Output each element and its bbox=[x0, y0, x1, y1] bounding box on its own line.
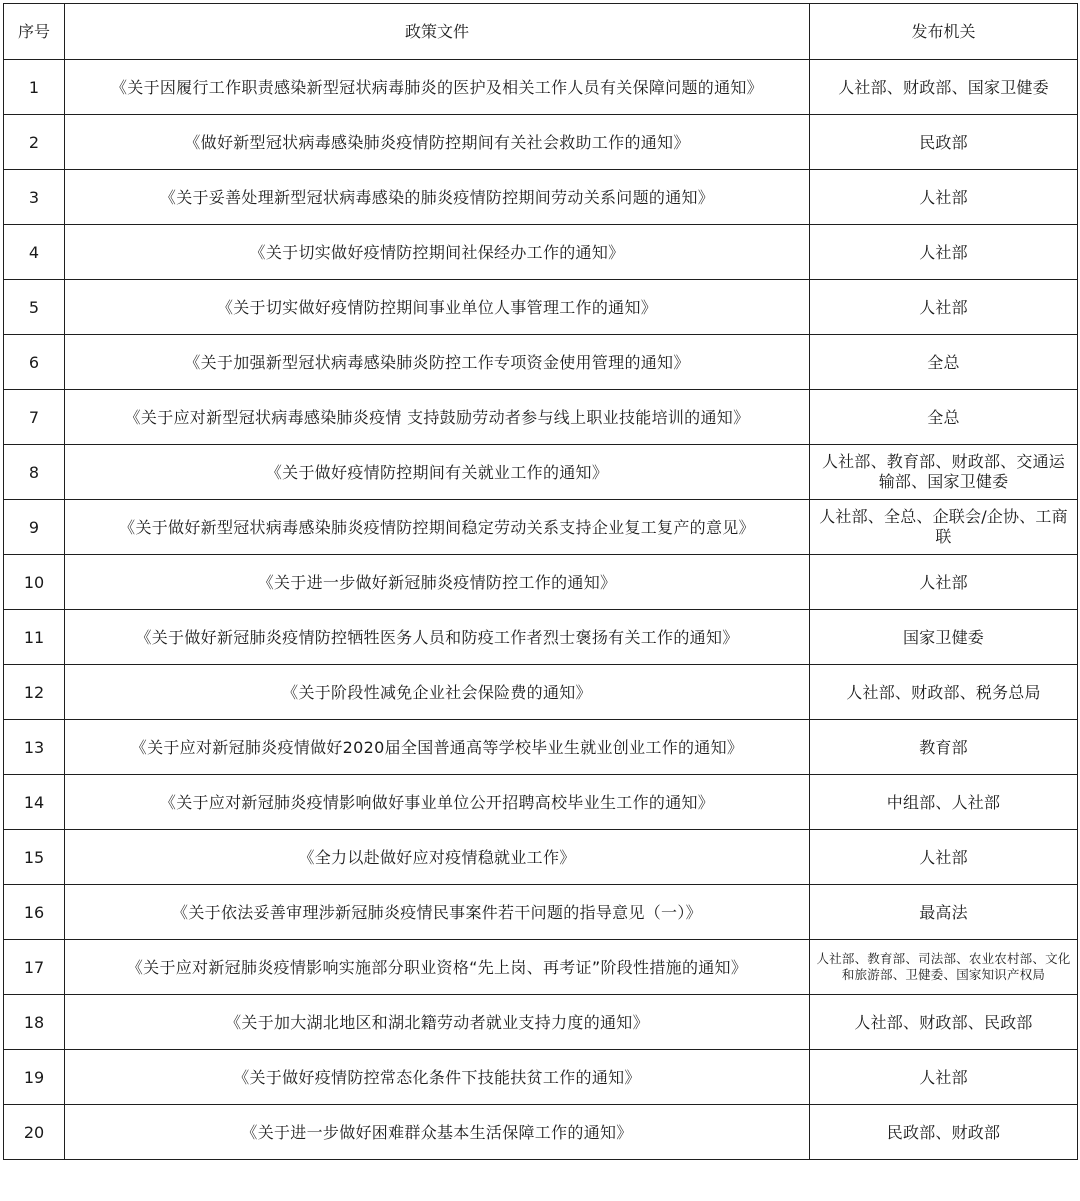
row-document: 《关于做好疫情防控常态化条件下技能扶贫工作的通知》 bbox=[65, 1050, 810, 1105]
row-document: 《关于应对新冠肺炎疫情影响实施部分职业资格“先上岗、再考证”阶段性措施的通知》 bbox=[65, 940, 810, 995]
row-number: 5 bbox=[4, 280, 65, 335]
row-publisher: 人社部 bbox=[810, 225, 1078, 280]
row-document: 《关于做好新型冠状病毒感染肺炎疫情防控期间稳定劳动关系支持企业复工复产的意见》 bbox=[65, 500, 810, 555]
row-publisher: 人社部 bbox=[810, 280, 1078, 335]
row-number: 10 bbox=[4, 555, 65, 610]
table-row bbox=[4, 775, 1078, 830]
row-publisher: 全总 bbox=[810, 335, 1078, 390]
table-row bbox=[4, 225, 1078, 280]
row-number: 20 bbox=[4, 1105, 65, 1160]
row-number: 2 bbox=[4, 115, 65, 170]
row-number: 12 bbox=[4, 665, 65, 720]
row-number: 11 bbox=[4, 610, 65, 665]
row-number: 18 bbox=[4, 995, 65, 1050]
row-document: 《关于应对新冠肺炎疫情影响做好事业单位公开招聘高校毕业生工作的通知》 bbox=[65, 775, 810, 830]
table-row bbox=[4, 115, 1078, 170]
table-row bbox=[4, 830, 1078, 885]
table-row bbox=[4, 1105, 1078, 1160]
table-row bbox=[4, 390, 1078, 445]
row-document: 《关于进一步做好困难群众基本生活保障工作的通知》 bbox=[65, 1105, 810, 1160]
row-publisher: 人社部 bbox=[810, 830, 1078, 885]
row-number: 7 bbox=[4, 390, 65, 445]
row-number: 19 bbox=[4, 1050, 65, 1105]
row-document: 《关于做好新冠肺炎疫情防控牺牲医务人员和防疫工作者烈士褒扬有关工作的通知》 bbox=[65, 610, 810, 665]
header-publisher: 发布机关 bbox=[810, 4, 1078, 60]
table-header-row bbox=[4, 4, 1078, 60]
table-row bbox=[4, 720, 1078, 775]
row-number: 9 bbox=[4, 500, 65, 555]
row-number: 13 bbox=[4, 720, 65, 775]
row-document: 《关于依法妥善审理涉新冠肺炎疫情民事案件若干问题的指导意见（一）》 bbox=[65, 885, 810, 940]
row-number: 15 bbox=[4, 830, 65, 885]
row-publisher: 民政部、财政部 bbox=[810, 1105, 1078, 1160]
table-row bbox=[4, 335, 1078, 390]
row-publisher: 人社部、全总、企联会/企协、工商联 bbox=[810, 500, 1078, 555]
row-document: 《关于阶段性减免企业社会保险费的通知》 bbox=[65, 665, 810, 720]
row-document: 《全力以赴做好应对疫情稳就业工作》 bbox=[65, 830, 810, 885]
row-document: 《做好新型冠状病毒感染肺炎疫情防控期间有关社会救助工作的通知》 bbox=[65, 115, 810, 170]
row-publisher: 人社部、教育部、司法部、农业农村部、文化和旅游部、卫健委、国家知识产权局 bbox=[810, 940, 1078, 995]
row-publisher: 最高法 bbox=[810, 885, 1078, 940]
row-number: 16 bbox=[4, 885, 65, 940]
row-number: 1 bbox=[4, 60, 65, 115]
row-document: 《关于应对新型冠状病毒感染肺炎疫情 支持鼓励劳动者参与线上职业技能培训的通知》 bbox=[65, 390, 810, 445]
row-document: 《关于加大湖北地区和湖北籍劳动者就业支持力度的通知》 bbox=[65, 995, 810, 1050]
table-row bbox=[4, 500, 1078, 555]
row-document: 《关于切实做好疫情防控期间事业单位人事管理工作的通知》 bbox=[65, 280, 810, 335]
row-publisher: 人社部 bbox=[810, 170, 1078, 225]
policy-table bbox=[3, 3, 1078, 1160]
header-number: 序号 bbox=[4, 4, 65, 60]
row-publisher: 人社部、教育部、财政部、交通运输部、国家卫健委 bbox=[810, 445, 1078, 500]
row-publisher: 人社部 bbox=[810, 555, 1078, 610]
row-publisher: 人社部、财政部、民政部 bbox=[810, 995, 1078, 1050]
table-row bbox=[4, 885, 1078, 940]
row-document: 《关于因履行工作职责感染新型冠状病毒肺炎的医护及相关工作人员有关保障问题的通知》 bbox=[65, 60, 810, 115]
table-row bbox=[4, 555, 1078, 610]
row-publisher: 人社部 bbox=[810, 1050, 1078, 1105]
table-row bbox=[4, 665, 1078, 720]
row-number: 4 bbox=[4, 225, 65, 280]
table-row bbox=[4, 940, 1078, 995]
header-document: 政策文件 bbox=[65, 4, 810, 60]
row-document: 《关于妥善处理新型冠状病毒感染的肺炎疫情防控期间劳动关系问题的通知》 bbox=[65, 170, 810, 225]
table-row bbox=[4, 445, 1078, 500]
row-publisher: 人社部、财政部、国家卫健委 bbox=[810, 60, 1078, 115]
row-publisher: 全总 bbox=[810, 390, 1078, 445]
row-number: 3 bbox=[4, 170, 65, 225]
row-publisher: 教育部 bbox=[810, 720, 1078, 775]
table-row bbox=[4, 280, 1078, 335]
table-row bbox=[4, 610, 1078, 665]
table-row bbox=[4, 60, 1078, 115]
row-number: 6 bbox=[4, 335, 65, 390]
table-row bbox=[4, 995, 1078, 1050]
row-document: 《关于切实做好疫情防控期间社保经办工作的通知》 bbox=[65, 225, 810, 280]
row-document: 《关于进一步做好新冠肺炎疫情防控工作的通知》 bbox=[65, 555, 810, 610]
row-publisher: 中组部、人社部 bbox=[810, 775, 1078, 830]
row-document: 《关于加强新型冠状病毒感染肺炎防控工作专项资金使用管理的通知》 bbox=[65, 335, 810, 390]
row-publisher: 人社部、财政部、税务总局 bbox=[810, 665, 1078, 720]
row-publisher: 民政部 bbox=[810, 115, 1078, 170]
table-row bbox=[4, 1050, 1078, 1105]
row-document: 《关于应对新冠肺炎疫情做好2020届全国普通高等学校毕业生就业创业工作的通知》 bbox=[65, 720, 810, 775]
row-number: 17 bbox=[4, 940, 65, 995]
table-row bbox=[4, 170, 1078, 225]
row-publisher: 国家卫健委 bbox=[810, 610, 1078, 665]
row-number: 8 bbox=[4, 445, 65, 500]
row-document: 《关于做好疫情防控期间有关就业工作的通知》 bbox=[65, 445, 810, 500]
row-number: 14 bbox=[4, 775, 65, 830]
